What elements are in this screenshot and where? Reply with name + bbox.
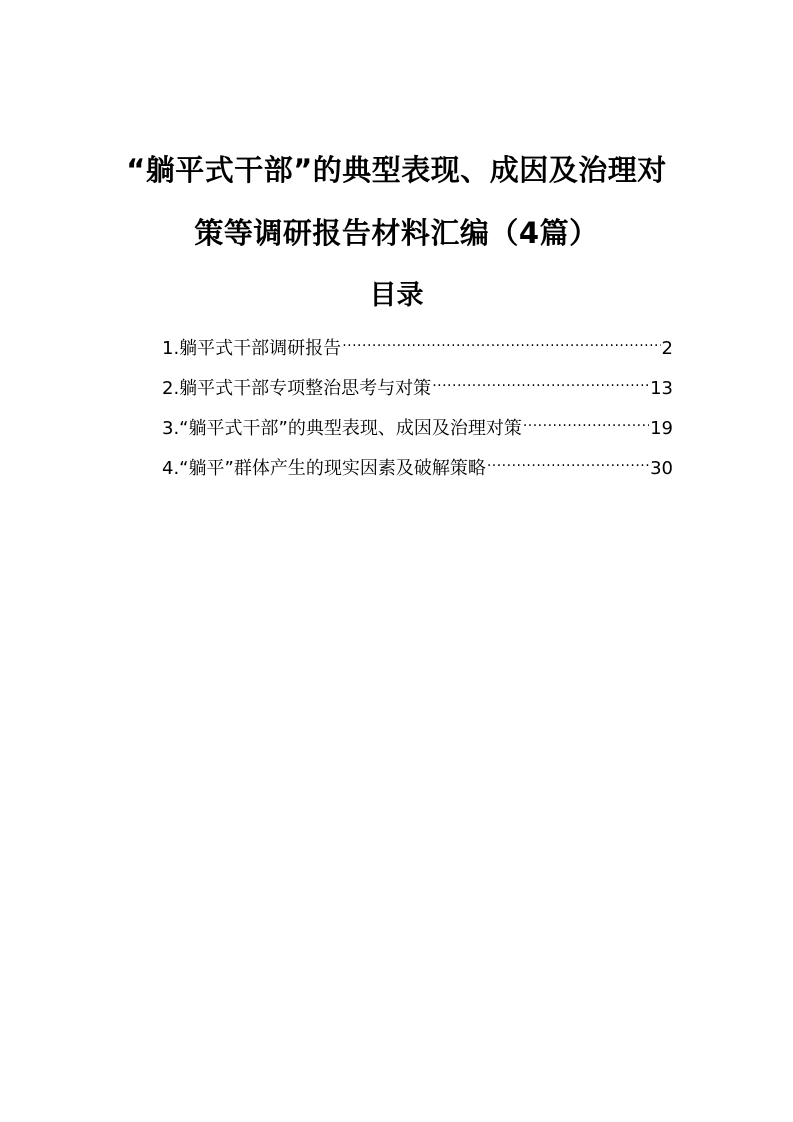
toc-dot-leader	[432, 376, 649, 394]
toc-dot-leader	[487, 456, 649, 474]
toc-entry-label: 1.躺平式干部调研报告	[162, 338, 342, 359]
toc-entry-3[interactable]	[162, 414, 673, 454]
toc-entry-label: 4.“躺平”群体产生的现实因素及破解策略	[162, 458, 486, 479]
toc-dot-leader	[523, 416, 649, 434]
toc-entry-4[interactable]	[162, 454, 673, 494]
table-of-contents	[162, 334, 673, 494]
toc-entry-label: 2.躺平式干部专项整治思考与对策	[162, 378, 432, 399]
toc-entry-2[interactable]	[162, 374, 673, 414]
toc-dot-leader	[342, 336, 660, 354]
toc-heading: 目录	[369, 280, 424, 311]
document-title-line-2: 策等调研报告材料汇编（4篇）	[194, 216, 599, 250]
toc-entry-label: 3.“躺平式干部”的典型表现、成因及治理对策	[162, 418, 522, 439]
document-title-line-1: “躺平式干部”的典型表现、成因及治理对	[126, 153, 667, 187]
toc-entry-page-number: 30	[650, 458, 673, 479]
toc-entry-1[interactable]	[162, 334, 673, 374]
toc-entry-page-number: 13	[650, 378, 673, 399]
toc-entry-page-number: 2	[661, 338, 673, 359]
toc-entry-page-number: 19	[650, 418, 673, 439]
